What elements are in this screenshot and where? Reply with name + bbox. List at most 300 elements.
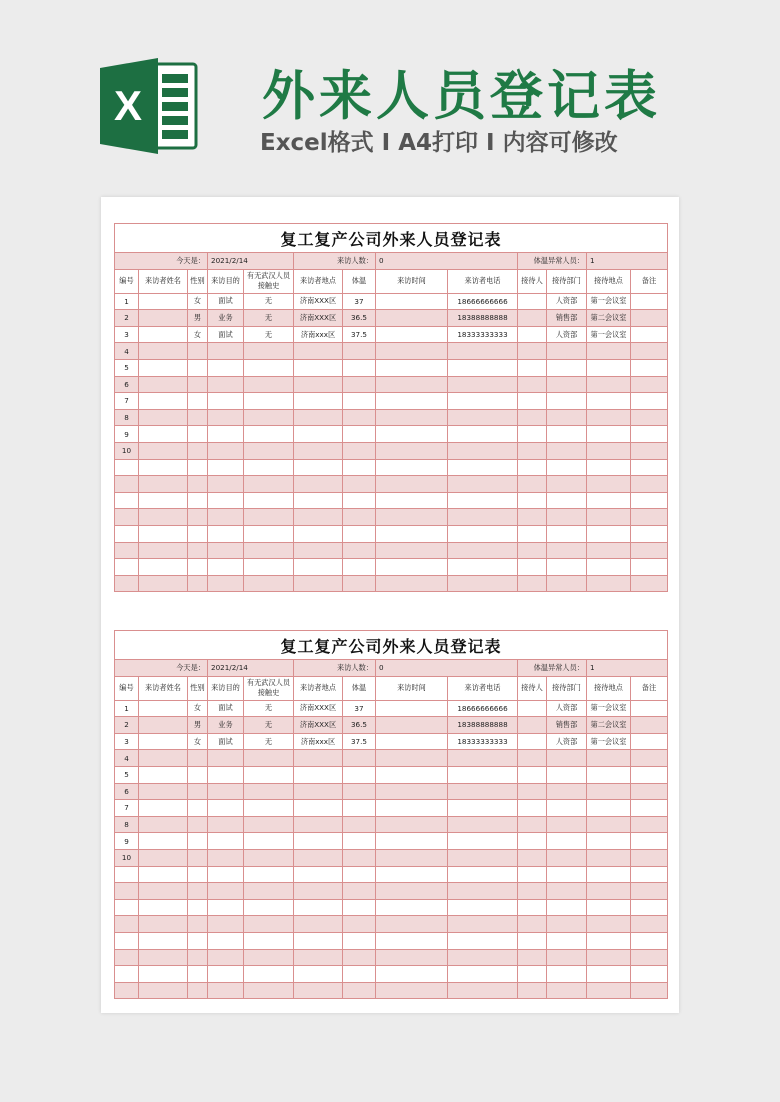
table-cell[interactable]	[448, 525, 518, 542]
table-cell[interactable]	[631, 393, 668, 410]
table-cell[interactable]: 销售部	[547, 717, 587, 734]
table-cell[interactable]	[208, 393, 244, 410]
table-cell[interactable]: 7	[115, 393, 139, 410]
table-cell[interactable]	[208, 343, 244, 360]
table-cell[interactable]	[343, 982, 376, 999]
table-cell[interactable]	[208, 542, 244, 559]
table-cell[interactable]	[518, 783, 547, 800]
table-cell[interactable]	[631, 492, 668, 509]
table-cell[interactable]	[294, 409, 343, 426]
table-cell[interactable]	[188, 800, 208, 817]
table-cell[interactable]: 7	[115, 800, 139, 817]
table-cell[interactable]	[547, 542, 587, 559]
table-cell[interactable]	[518, 949, 547, 966]
table-cell[interactable]: 女	[188, 326, 208, 343]
table-cell[interactable]: 济南XXX区	[294, 717, 343, 734]
table-cell[interactable]	[343, 800, 376, 817]
table-cell[interactable]	[518, 409, 547, 426]
table-cell[interactable]	[208, 833, 244, 850]
table-cell[interactable]	[139, 376, 188, 393]
table-cell[interactable]	[448, 343, 518, 360]
table-cell[interactable]	[139, 442, 188, 459]
table-cell[interactable]	[294, 459, 343, 476]
table-cell[interactable]	[587, 343, 631, 360]
table-cell[interactable]	[343, 359, 376, 376]
table-cell[interactable]: 36.5	[343, 717, 376, 734]
table-cell[interactable]	[631, 476, 668, 493]
table-cell[interactable]	[188, 750, 208, 767]
table-cell[interactable]	[115, 459, 139, 476]
table-cell[interactable]: 5	[115, 766, 139, 783]
table-cell[interactable]	[294, 932, 343, 949]
table-cell[interactable]	[547, 866, 587, 883]
table-cell[interactable]: 3	[115, 733, 139, 750]
table-cell[interactable]	[448, 916, 518, 933]
table-cell[interactable]	[547, 492, 587, 509]
table-cell[interactable]	[376, 476, 448, 493]
table-cell[interactable]	[448, 866, 518, 883]
table-cell[interactable]	[188, 816, 208, 833]
table-cell[interactable]	[115, 982, 139, 999]
table-cell[interactable]	[518, 310, 547, 327]
table-cell[interactable]	[244, 476, 294, 493]
table-cell[interactable]	[631, 525, 668, 542]
table-cell[interactable]	[115, 916, 139, 933]
table-cell[interactable]	[518, 492, 547, 509]
table-cell[interactable]	[343, 393, 376, 410]
table-cell[interactable]	[294, 750, 343, 767]
table-cell[interactable]	[188, 476, 208, 493]
table-cell[interactable]	[518, 833, 547, 850]
table-cell[interactable]	[631, 766, 668, 783]
table-cell[interactable]	[244, 492, 294, 509]
table-cell[interactable]	[547, 766, 587, 783]
table-cell[interactable]: 10	[115, 442, 139, 459]
table-cell[interactable]: 业务	[208, 717, 244, 734]
table-cell[interactable]: 第一会议室	[587, 733, 631, 750]
table-cell[interactable]	[587, 833, 631, 850]
date-value[interactable]: 2021/2/14	[208, 253, 294, 270]
table-cell[interactable]	[244, 866, 294, 883]
table-cell[interactable]	[115, 476, 139, 493]
table-cell[interactable]	[294, 542, 343, 559]
table-cell[interactable]	[376, 733, 448, 750]
table-cell[interactable]	[376, 326, 448, 343]
table-cell[interactable]: 无	[244, 700, 294, 717]
table-cell[interactable]	[244, 783, 294, 800]
table-cell[interactable]	[518, 559, 547, 576]
table-cell[interactable]	[587, 849, 631, 866]
table-cell[interactable]	[547, 376, 587, 393]
table-cell[interactable]	[208, 966, 244, 983]
table-cell[interactable]	[188, 833, 208, 850]
table-cell[interactable]	[587, 750, 631, 767]
table-cell[interactable]	[448, 476, 518, 493]
table-cell[interactable]	[188, 525, 208, 542]
table-cell[interactable]	[208, 575, 244, 592]
table-cell[interactable]	[139, 966, 188, 983]
table-cell[interactable]	[343, 492, 376, 509]
table-cell[interactable]	[294, 916, 343, 933]
table-cell[interactable]	[376, 575, 448, 592]
table-cell[interactable]	[547, 916, 587, 933]
table-cell[interactable]	[518, 849, 547, 866]
table-cell[interactable]	[139, 932, 188, 949]
table-cell[interactable]	[587, 492, 631, 509]
table-cell[interactable]	[294, 509, 343, 526]
table-cell[interactable]	[294, 783, 343, 800]
table-cell[interactable]	[139, 783, 188, 800]
table-cell[interactable]	[294, 525, 343, 542]
table-cell[interactable]	[244, 459, 294, 476]
table-cell[interactable]	[294, 866, 343, 883]
table-cell[interactable]	[139, 700, 188, 717]
table-cell[interactable]	[376, 426, 448, 443]
table-cell[interactable]	[244, 982, 294, 999]
table-cell[interactable]	[631, 750, 668, 767]
table-cell[interactable]	[343, 932, 376, 949]
table-cell[interactable]	[547, 575, 587, 592]
table-cell[interactable]	[343, 376, 376, 393]
table-cell[interactable]	[115, 575, 139, 592]
table-cell[interactable]: 8	[115, 409, 139, 426]
table-cell[interactable]	[139, 750, 188, 767]
table-cell[interactable]	[448, 766, 518, 783]
table-cell[interactable]: 2	[115, 717, 139, 734]
table-cell[interactable]: 面试	[208, 733, 244, 750]
table-cell[interactable]	[448, 409, 518, 426]
table-cell[interactable]	[376, 932, 448, 949]
table-cell[interactable]	[115, 542, 139, 559]
table-cell[interactable]	[139, 310, 188, 327]
table-cell[interactable]	[547, 883, 587, 900]
table-cell[interactable]	[188, 459, 208, 476]
table-cell[interactable]	[631, 442, 668, 459]
table-cell[interactable]	[139, 916, 188, 933]
table-cell[interactable]	[294, 559, 343, 576]
table-cell[interactable]	[547, 849, 587, 866]
table-cell[interactable]	[518, 326, 547, 343]
table-cell[interactable]	[115, 509, 139, 526]
table-cell[interactable]	[139, 816, 188, 833]
table-cell[interactable]	[376, 816, 448, 833]
table-cell[interactable]: 济南XXX区	[294, 310, 343, 327]
table-cell[interactable]	[376, 343, 448, 360]
table-cell[interactable]	[208, 525, 244, 542]
table-cell[interactable]	[343, 866, 376, 883]
table-cell[interactable]	[631, 883, 668, 900]
table-cell[interactable]	[547, 476, 587, 493]
table-cell[interactable]	[188, 883, 208, 900]
table-cell[interactable]	[631, 899, 668, 916]
table-cell[interactable]: 无	[244, 326, 294, 343]
table-cell[interactable]	[208, 509, 244, 526]
table-cell[interactable]	[208, 376, 244, 393]
table-cell[interactable]: 人资部	[547, 326, 587, 343]
table-cell[interactable]	[518, 866, 547, 883]
table-cell[interactable]	[139, 849, 188, 866]
table-cell[interactable]: 3	[115, 326, 139, 343]
table-cell[interactable]	[208, 883, 244, 900]
table-cell[interactable]	[518, 426, 547, 443]
table-cell[interactable]: 1	[115, 700, 139, 717]
table-cell[interactable]	[587, 426, 631, 443]
table-cell[interactable]: 第二会议室	[587, 717, 631, 734]
table-cell[interactable]	[587, 883, 631, 900]
table-cell[interactable]	[518, 542, 547, 559]
table-cell[interactable]	[587, 932, 631, 949]
table-cell[interactable]	[518, 393, 547, 410]
table-cell[interactable]	[208, 459, 244, 476]
table-cell[interactable]: 6	[115, 783, 139, 800]
table-cell[interactable]	[376, 982, 448, 999]
table-cell[interactable]	[208, 800, 244, 817]
table-cell[interactable]	[587, 966, 631, 983]
table-cell[interactable]	[518, 442, 547, 459]
table-cell[interactable]	[547, 932, 587, 949]
table-cell[interactable]	[448, 800, 518, 817]
table-cell[interactable]	[631, 310, 668, 327]
table-cell[interactable]	[631, 932, 668, 949]
table-cell[interactable]	[343, 575, 376, 592]
table-cell[interactable]: 男	[188, 717, 208, 734]
table-cell[interactable]	[115, 932, 139, 949]
table-cell[interactable]	[587, 866, 631, 883]
table-cell[interactable]	[518, 359, 547, 376]
table-cell[interactable]	[188, 376, 208, 393]
table-cell[interactable]	[448, 542, 518, 559]
table-cell[interactable]: 1	[115, 293, 139, 310]
table-cell[interactable]	[631, 700, 668, 717]
table-cell[interactable]	[376, 717, 448, 734]
table-cell[interactable]: 男	[188, 310, 208, 327]
table-cell[interactable]: 2	[115, 310, 139, 327]
table-cell[interactable]	[244, 899, 294, 916]
table-cell[interactable]	[587, 476, 631, 493]
table-cell[interactable]	[244, 849, 294, 866]
table-cell[interactable]	[115, 883, 139, 900]
table-cell[interactable]: 济南XXX区	[294, 293, 343, 310]
table-cell[interactable]	[188, 949, 208, 966]
table-cell[interactable]: 18666666666	[448, 293, 518, 310]
table-cell[interactable]	[376, 542, 448, 559]
table-cell[interactable]	[343, 899, 376, 916]
table-cell[interactable]: 第一会议室	[587, 326, 631, 343]
table-cell[interactable]: 18388888888	[448, 310, 518, 327]
table-cell[interactable]	[208, 849, 244, 866]
table-cell[interactable]: 8	[115, 816, 139, 833]
table-cell[interactable]	[343, 343, 376, 360]
table-cell[interactable]	[208, 559, 244, 576]
table-cell[interactable]	[587, 783, 631, 800]
table-cell[interactable]	[448, 376, 518, 393]
table-cell[interactable]	[448, 816, 518, 833]
table-cell[interactable]	[343, 442, 376, 459]
table-cell[interactable]	[587, 816, 631, 833]
table-cell[interactable]	[376, 800, 448, 817]
table-cell[interactable]	[448, 899, 518, 916]
table-cell[interactable]	[448, 509, 518, 526]
table-cell[interactable]: 人资部	[547, 733, 587, 750]
table-cell[interactable]	[343, 542, 376, 559]
table-cell[interactable]	[448, 932, 518, 949]
table-cell[interactable]	[188, 359, 208, 376]
table-cell[interactable]	[244, 932, 294, 949]
table-cell[interactable]	[343, 966, 376, 983]
table-cell[interactable]	[631, 409, 668, 426]
table-cell[interactable]	[343, 476, 376, 493]
table-cell[interactable]	[115, 966, 139, 983]
table-cell[interactable]	[448, 783, 518, 800]
table-cell[interactable]	[631, 293, 668, 310]
table-cell[interactable]	[376, 376, 448, 393]
table-cell[interactable]	[587, 949, 631, 966]
table-cell[interactable]	[631, 800, 668, 817]
table-cell[interactable]: 6	[115, 376, 139, 393]
table-cell[interactable]: 女	[188, 700, 208, 717]
table-cell[interactable]	[343, 459, 376, 476]
table-cell[interactable]	[376, 833, 448, 850]
table-cell[interactable]	[244, 359, 294, 376]
table-cell[interactable]	[547, 393, 587, 410]
table-cell[interactable]	[208, 442, 244, 459]
table-cell[interactable]: 36.5	[343, 310, 376, 327]
table-cell[interactable]	[376, 525, 448, 542]
table-cell[interactable]	[547, 559, 587, 576]
table-cell[interactable]	[376, 359, 448, 376]
table-cell[interactable]	[139, 476, 188, 493]
table-cell[interactable]	[294, 982, 343, 999]
table-cell[interactable]	[376, 442, 448, 459]
table-cell[interactable]	[631, 866, 668, 883]
table-cell[interactable]	[208, 949, 244, 966]
table-cell[interactable]	[448, 849, 518, 866]
table-cell[interactable]	[294, 766, 343, 783]
table-cell[interactable]	[244, 575, 294, 592]
table-cell[interactable]	[376, 409, 448, 426]
table-cell[interactable]: 济南xxx区	[294, 733, 343, 750]
table-cell[interactable]	[518, 966, 547, 983]
table-cell[interactable]	[547, 966, 587, 983]
table-cell[interactable]	[343, 426, 376, 443]
table-cell[interactable]	[547, 800, 587, 817]
table-cell[interactable]	[208, 932, 244, 949]
table-cell[interactable]	[448, 982, 518, 999]
table-cell[interactable]	[188, 766, 208, 783]
table-cell[interactable]	[547, 816, 587, 833]
table-cell[interactable]: 37.5	[343, 326, 376, 343]
table-cell[interactable]	[547, 750, 587, 767]
table-cell[interactable]	[376, 492, 448, 509]
table-cell[interactable]	[631, 717, 668, 734]
table-cell[interactable]	[139, 559, 188, 576]
table-cell[interactable]	[244, 966, 294, 983]
table-cell[interactable]	[139, 492, 188, 509]
table-cell[interactable]	[587, 393, 631, 410]
table-cell[interactable]	[208, 409, 244, 426]
table-cell[interactable]	[631, 376, 668, 393]
table-cell[interactable]	[518, 932, 547, 949]
table-cell[interactable]	[244, 409, 294, 426]
table-cell[interactable]	[139, 717, 188, 734]
table-cell[interactable]	[587, 409, 631, 426]
table-cell[interactable]	[448, 426, 518, 443]
table-cell[interactable]	[631, 426, 668, 443]
table-cell[interactable]	[294, 442, 343, 459]
table-cell[interactable]	[343, 783, 376, 800]
table-cell[interactable]	[139, 982, 188, 999]
table-cell[interactable]: 面试	[208, 700, 244, 717]
table-cell[interactable]	[244, 916, 294, 933]
table-cell[interactable]	[547, 459, 587, 476]
table-cell[interactable]	[376, 966, 448, 983]
table-cell[interactable]	[139, 833, 188, 850]
table-cell[interactable]	[244, 559, 294, 576]
table-cell[interactable]	[208, 476, 244, 493]
table-cell[interactable]	[376, 700, 448, 717]
table-cell[interactable]	[139, 293, 188, 310]
table-cell[interactable]: 女	[188, 733, 208, 750]
table-cell[interactable]	[587, 525, 631, 542]
abnormal-temp-value[interactable]: 1	[587, 660, 668, 677]
table-cell[interactable]	[518, 916, 547, 933]
table-cell[interactable]	[518, 733, 547, 750]
table-cell[interactable]	[115, 492, 139, 509]
table-cell[interactable]: 业务	[208, 310, 244, 327]
visitor-count-value[interactable]: 0	[376, 253, 518, 270]
table-cell[interactable]	[448, 459, 518, 476]
visitor-count-value[interactable]: 0	[376, 660, 518, 677]
table-cell[interactable]	[376, 310, 448, 327]
table-cell[interactable]	[139, 409, 188, 426]
table-cell[interactable]	[294, 393, 343, 410]
table-cell[interactable]	[547, 343, 587, 360]
table-cell[interactable]	[518, 899, 547, 916]
table-cell[interactable]	[208, 816, 244, 833]
table-cell[interactable]	[376, 783, 448, 800]
table-cell[interactable]: 销售部	[547, 310, 587, 327]
table-cell[interactable]	[208, 426, 244, 443]
table-cell[interactable]	[376, 459, 448, 476]
table-cell[interactable]	[631, 816, 668, 833]
table-cell[interactable]	[188, 899, 208, 916]
table-cell[interactable]	[343, 559, 376, 576]
table-cell[interactable]: 37	[343, 293, 376, 310]
table-cell[interactable]	[139, 343, 188, 360]
table-cell[interactable]	[188, 509, 208, 526]
table-cell[interactable]	[139, 949, 188, 966]
table-cell[interactable]: 无	[244, 717, 294, 734]
table-cell[interactable]	[139, 509, 188, 526]
table-cell[interactable]	[244, 525, 294, 542]
table-cell[interactable]	[244, 816, 294, 833]
table-cell[interactable]	[518, 293, 547, 310]
table-cell[interactable]	[343, 750, 376, 767]
table-cell[interactable]	[547, 509, 587, 526]
table-cell[interactable]	[139, 883, 188, 900]
table-cell[interactable]	[376, 883, 448, 900]
table-cell[interactable]	[631, 783, 668, 800]
table-cell[interactable]	[208, 750, 244, 767]
table-cell[interactable]	[208, 766, 244, 783]
table-cell[interactable]	[343, 766, 376, 783]
table-cell[interactable]	[518, 982, 547, 999]
table-cell[interactable]	[587, 575, 631, 592]
table-cell[interactable]	[343, 509, 376, 526]
table-cell[interactable]	[343, 849, 376, 866]
table-cell[interactable]: 18333333333	[448, 326, 518, 343]
table-cell[interactable]: 4	[115, 750, 139, 767]
